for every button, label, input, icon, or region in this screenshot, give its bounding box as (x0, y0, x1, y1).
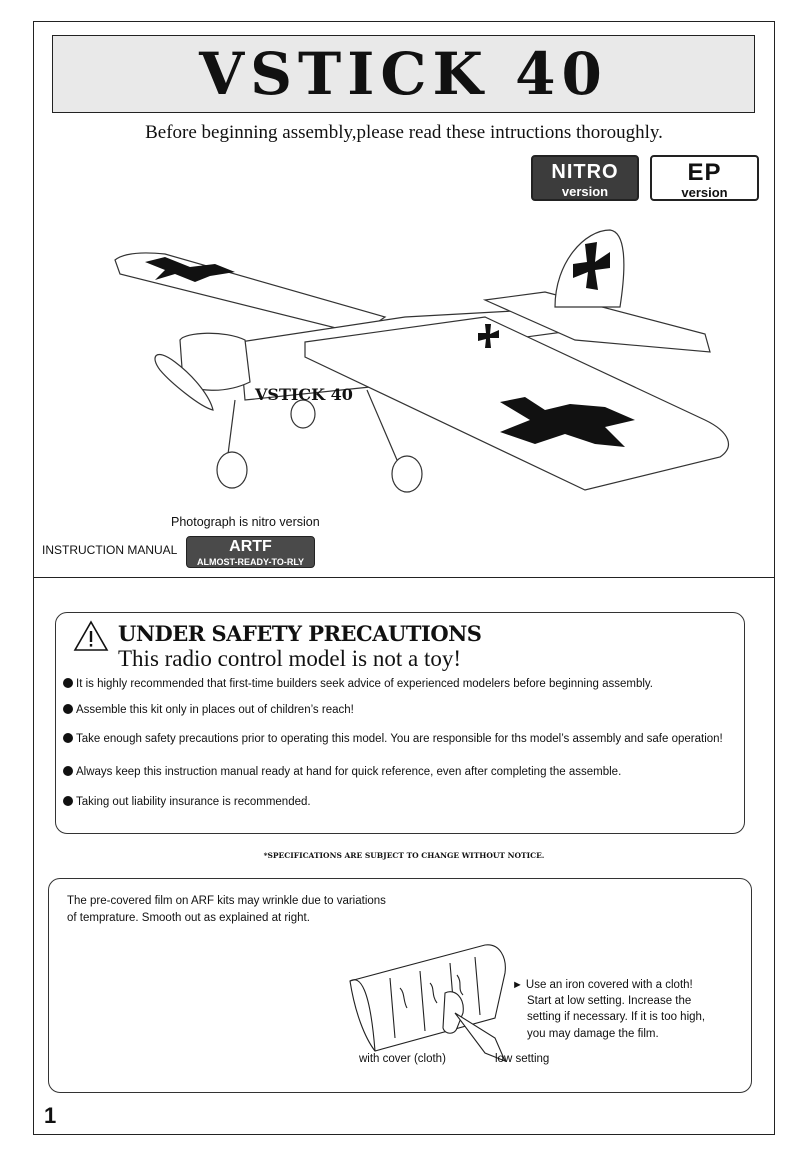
arrow-right-icon: ► (512, 979, 523, 991)
subtitle: Before beginning assembly,please read these intructions thoroughly. (145, 122, 663, 143)
iron-line-2: Start at low setting. Increase the (527, 995, 692, 1008)
artf-sub: ALMOST-READY-TO-RLY (196, 557, 304, 567)
page-title: VSTICK 40 (199, 40, 608, 108)
ep-sub: version (681, 185, 728, 200)
safety-heading: UNDER SAFETY PRECAUTIONS (118, 621, 482, 646)
warning-icon (73, 620, 109, 652)
photo-caption: Photograph is nitro version (171, 515, 320, 529)
iron-line-1: ► Use an iron covered with a cloth! (512, 979, 693, 991)
ep-version-badge (650, 155, 759, 201)
fuselage-logo: VSTICK 40 (255, 385, 353, 404)
bullet-icon (63, 704, 73, 714)
iron-line-3: setting if necessary. If it is too high, (527, 1011, 706, 1024)
artf-badge (186, 536, 315, 568)
instruction-manual-label: INSTRUCTION MANUAL (42, 543, 178, 557)
title-banner (52, 35, 755, 113)
low-setting-label: low setting (495, 1053, 550, 1065)
ep-label: EP (687, 159, 722, 186)
bullet-icon (63, 796, 73, 806)
nitro-label: NITRO (551, 161, 619, 183)
nitro-version-badge (531, 155, 639, 201)
bullet-icon (63, 678, 73, 688)
safety-subheading: This radio control model is not a toy! (118, 646, 462, 671)
section-divider (33, 577, 775, 578)
spec-note: *SPECIFICATIONS ARE SUBJECT TO CHANGE WITHOUT NOTICE. (263, 851, 545, 860)
safety-item: It is highly recommended that first-time builders seek advice of experienced modelers before beginning assembly. (63, 678, 653, 690)
safety-item: Always keep this instruction manual ready at hand for quick reference, even after completing the assemble. (63, 766, 621, 778)
page-number: 1 (44, 1103, 57, 1128)
cover-label: with cover (cloth) (359, 1053, 446, 1065)
safety-item: Taking out liability insurance is recommended. (63, 796, 311, 808)
bullet-icon (63, 733, 73, 743)
film-description (67, 893, 417, 926)
airplane-illustration (105, 222, 735, 502)
safety-item: Assemble this kit only in places out of children’s reach! (63, 704, 354, 716)
film-line-2: of temprature. Smooth out as explained at right. (67, 911, 310, 924)
safety-item: Take enough safety precautions prior to operating this model. You are responsible for ths model’s assembly and safe operation! (63, 733, 723, 745)
iron-line-4: you may damage the film. (527, 1027, 659, 1040)
iron-instructions (512, 977, 737, 1042)
nitro-sub: version (561, 184, 609, 199)
bullet-icon (63, 766, 73, 776)
artf-label: ARTF (229, 538, 272, 555)
wing-iron-illustration (345, 943, 510, 1063)
film-line-1: The pre-covered film on ARF kits may wrinkle due to variations (67, 895, 386, 907)
